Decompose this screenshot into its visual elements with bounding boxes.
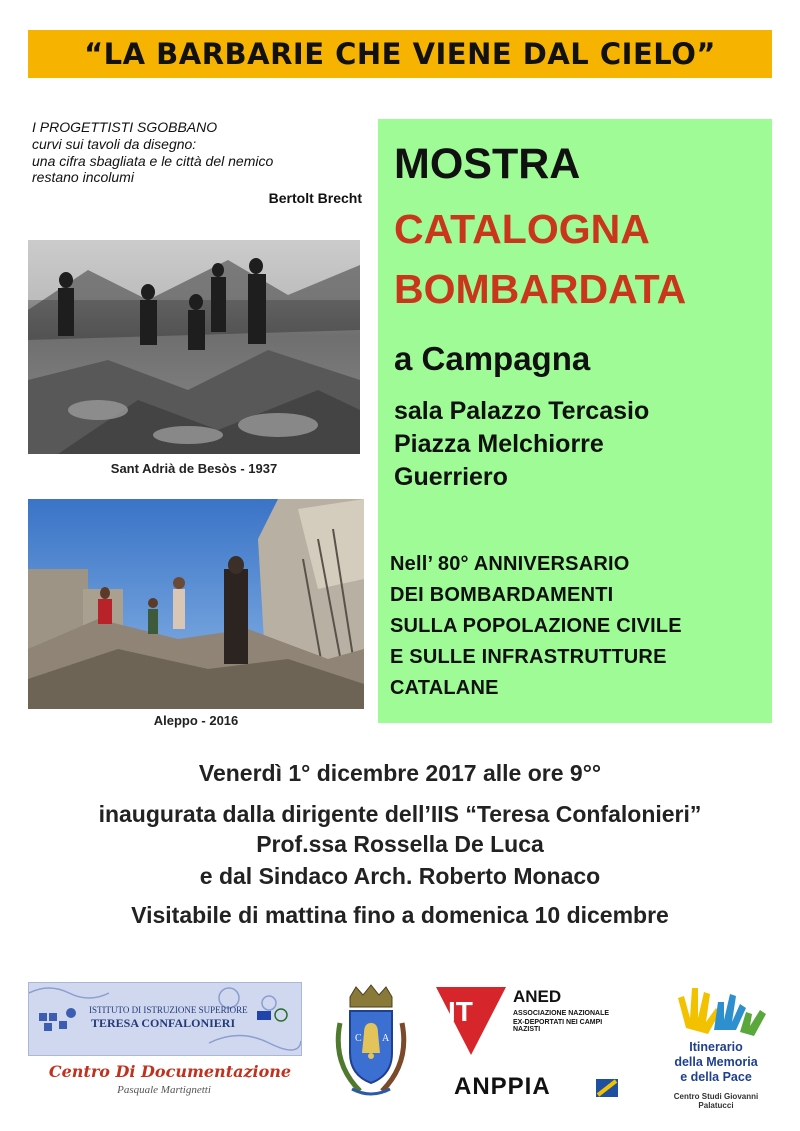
iis-line: ISTITUTO DI ISTRUZIONE SUPERIORE <box>89 1005 248 1015</box>
svg-text:A: A <box>382 1033 390 1044</box>
hands-icon <box>656 978 776 1038</box>
brecht-quote <box>32 118 362 206</box>
visiting-hours: Visitabile di mattina fino a domenica 10 dicembre <box>131 902 669 928</box>
exhibit-label: MOSTRA <box>394 140 581 188</box>
quote-line: restano incolumi <box>32 169 134 185</box>
anniversary-line: Nell’ 80° ANNIVERSARIO <box>390 553 630 575</box>
aned-anppia-logo <box>436 987 626 1102</box>
itinerario-subtitle: Centro Studi Giovanni Palatucci <box>673 1092 759 1110</box>
itinerario-logo <box>656 978 776 1110</box>
itinerario-line: e della Pace <box>680 1070 752 1084</box>
anniversary-line: DEI BOMBARDAMENTI <box>390 584 614 606</box>
exhibit-location: a Campagna <box>394 340 591 377</box>
quote-line: curvi sui tavoli da disegno: <box>32 136 197 152</box>
aned-name: ANED <box>513 987 562 1006</box>
inauguration-line: inaugurata dalla dirigente dell’IIS “Teresa Confalonieri” <box>98 801 702 827</box>
svg-text:C: C <box>355 1033 362 1044</box>
quote-title: I PROGETTISTI SGOBBANO <box>32 119 218 135</box>
exhibit-title-line: BOMBARDATA <box>394 266 687 312</box>
venue-line: sala Palazzo Tercasio <box>394 397 650 425</box>
iis-name: TERESA CONFALONIERI <box>91 1016 236 1030</box>
title-banner <box>28 30 772 78</box>
exhibit-title-line: CATALOGNA <box>394 206 650 252</box>
iis-banner <box>28 982 302 1056</box>
anniversary-line: E SULLE INFRASTRUTTURE <box>390 646 667 668</box>
aned-subtitle: ASSOCIAZIONE NAZIONALE <box>513 1010 610 1017</box>
anniversary-line: SULLA POPOLAZIONE CIVILE <box>390 615 682 637</box>
photo-1937-caption: Sant Adrià de Besòs - 1937 <box>110 461 278 476</box>
centro-documentazione: Centro Di Documentazione <box>48 1062 292 1081</box>
itinerario-line: della Memoria <box>674 1055 758 1069</box>
comune-crest-icon <box>330 983 412 1101</box>
exhibit-venue <box>394 395 769 494</box>
anppia-name: ANPPIA <box>454 1073 551 1100</box>
quote-author: Bertolt Brecht <box>268 189 362 206</box>
poster-title: “LA BARBARIE CHE VIENE DAL CIELO” <box>84 37 716 71</box>
aned-triangle-icon <box>436 987 506 1057</box>
quote-line: una cifra sbagliata e le città del nemico <box>32 152 274 169</box>
photo-2016-aleppo <box>28 499 364 709</box>
photo-1937-ruins <box>28 240 360 454</box>
itinerario-line: Itinerario <box>689 1040 743 1054</box>
anniversary-line: CATALANE <box>390 677 499 699</box>
centro-signature: Pasquale Martignetti <box>117 1084 211 1096</box>
aned-subtitle: EX-DEPORTATI NEI CAMPI NAZISTI <box>513 1019 603 1033</box>
event-date: Venerdì 1° dicembre 2017 alle ore 9°° <box>198 760 602 786</box>
iis-logo <box>28 982 300 1108</box>
venue-line: Guerriero <box>394 463 508 491</box>
venue-line: Piazza Melchiorre <box>394 430 604 458</box>
photo-2016-caption: Aleppo - 2016 <box>153 713 239 728</box>
mayor-line: e dal Sindaco Arch. Roberto Monaco <box>199 863 601 889</box>
aned-mark: IT <box>448 996 473 1027</box>
anppia-flag-icon <box>596 1079 618 1097</box>
professor-name: Prof.ssa Rossella De Luca <box>256 831 544 857</box>
anniversary-text <box>390 549 770 704</box>
